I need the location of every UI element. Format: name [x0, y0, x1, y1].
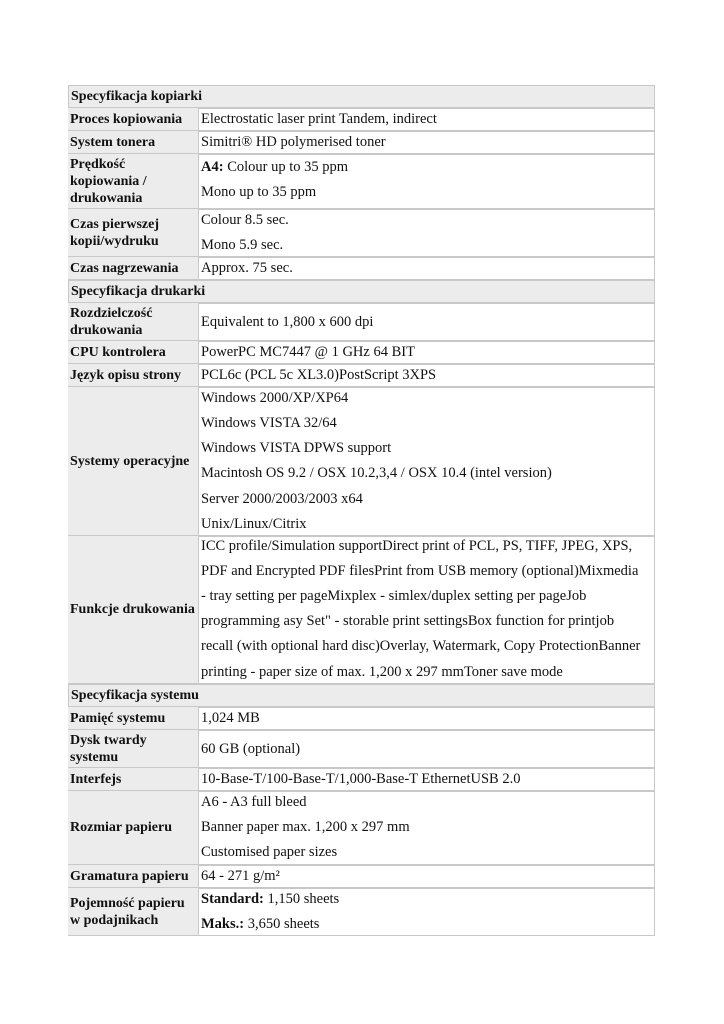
row-pamiec [68, 707, 655, 730]
row-value: Electrostatic laser print Tandem, indirect [199, 108, 655, 131]
section-header-system: Specyfikacja systemu [68, 684, 655, 707]
row-czas-kopii [68, 209, 655, 257]
row-proces [68, 108, 655, 131]
row-value: A6 - A3 full bleed Banner paper max. 1,200 x 297 mm Customised paper sizes [199, 791, 655, 865]
row-label: Prędkość kopiowania / drukowania [68, 154, 199, 209]
row-gramatura [68, 865, 655, 888]
row-value: 64 - 271 g/m² [199, 865, 655, 888]
row-interfejs [68, 768, 655, 791]
row-jezyk [68, 364, 655, 387]
row-label: Pojemność papieru w podajnikach [68, 888, 199, 936]
row-value: Windows 2000/XP/XP64 Windows VISTA 32/64 Windows VISTA DPWS support Macintosh OS 9.2 / OSX 10.2,3,4 / OSX 10.4 (intel version) Server 2000/2003/2003 x64 Unix/Linux/Citrix [199, 387, 655, 536]
row-value: PowerPC MC7447 @ 1 GHz 64 BIT [199, 341, 655, 364]
row-value: ICC profile/Simulation supportDirect print of PCL, PS, TIFF, JPEG, XPS, PDF and Encrypted PDF filesPrint from USB memory (optional)Mixmedia - tray setting per pageMixplex - simlex/duplex setting per pageJob programming asy Set" - storable print settingsBox function for printjob recall (with optional hard disc)Overlay, Watermark, Copy ProtectionBanner printing - paper size of max. 1,200 x 297 mmToner save mode [199, 536, 655, 684]
row-rozdzielczosc [68, 303, 655, 341]
row-value: 60 GB (optional) [199, 730, 655, 768]
row-label: Pamięć systemu [68, 707, 199, 730]
row-predkosc [68, 154, 655, 209]
row-value: Standard: 1,150 sheets Maks.: 3,650 sheets [199, 888, 655, 936]
row-label: Język opisu strony [68, 364, 199, 387]
row-label: Interfejs [68, 768, 199, 791]
row-value: 10-Base-T/100-Base-T/1,000-Base-T EthernetUSB 2.0 [199, 768, 655, 791]
row-value: Colour 8.5 sec. Mono 5.9 sec. [199, 209, 655, 257]
row-value: Equivalent to 1,800 x 600 dpi [199, 303, 655, 341]
row-label: Czas nagrzewania [68, 257, 199, 280]
row-label: Rozdzielczość drukowania [68, 303, 199, 341]
row-rozmiar [68, 791, 655, 865]
section-header-printer: Specyfikacja drukarki [68, 280, 655, 303]
row-label: Proces kopiowania [68, 108, 199, 131]
row-cpu [68, 341, 655, 364]
row-value: Simitri® HD polymerised toner [199, 131, 655, 154]
row-label: Gramatura papieru [68, 865, 199, 888]
row-label: CPU kontrolera [68, 341, 199, 364]
row-value: 1,024 MB [199, 707, 655, 730]
row-value: A4: Colour up to 35 ppm Mono up to 35 ppm [199, 154, 655, 209]
row-label: System tonera [68, 131, 199, 154]
row-value: Approx. 75 sec. [199, 257, 655, 280]
row-systemy [68, 387, 655, 536]
row-dysk [68, 730, 655, 768]
row-pojemnosc [68, 888, 655, 936]
row-funkcje [68, 536, 655, 684]
row-value: PCL6c (PCL 5c XL3.0)PostScript 3XPS [199, 364, 655, 387]
section-header-copier: Specyfikacja kopiarki [68, 85, 655, 108]
row-nagrzewanie [68, 257, 655, 280]
row-label: Dysk twardy systemu [68, 730, 199, 768]
row-label: Rozmiar papieru [68, 791, 199, 865]
row-label: Czas pierwszej kopii/wydruku [68, 209, 199, 257]
row-toner [68, 131, 655, 154]
row-label: Systemy operacyjne [68, 387, 199, 536]
row-label: Funkcje drukowania [68, 536, 199, 684]
